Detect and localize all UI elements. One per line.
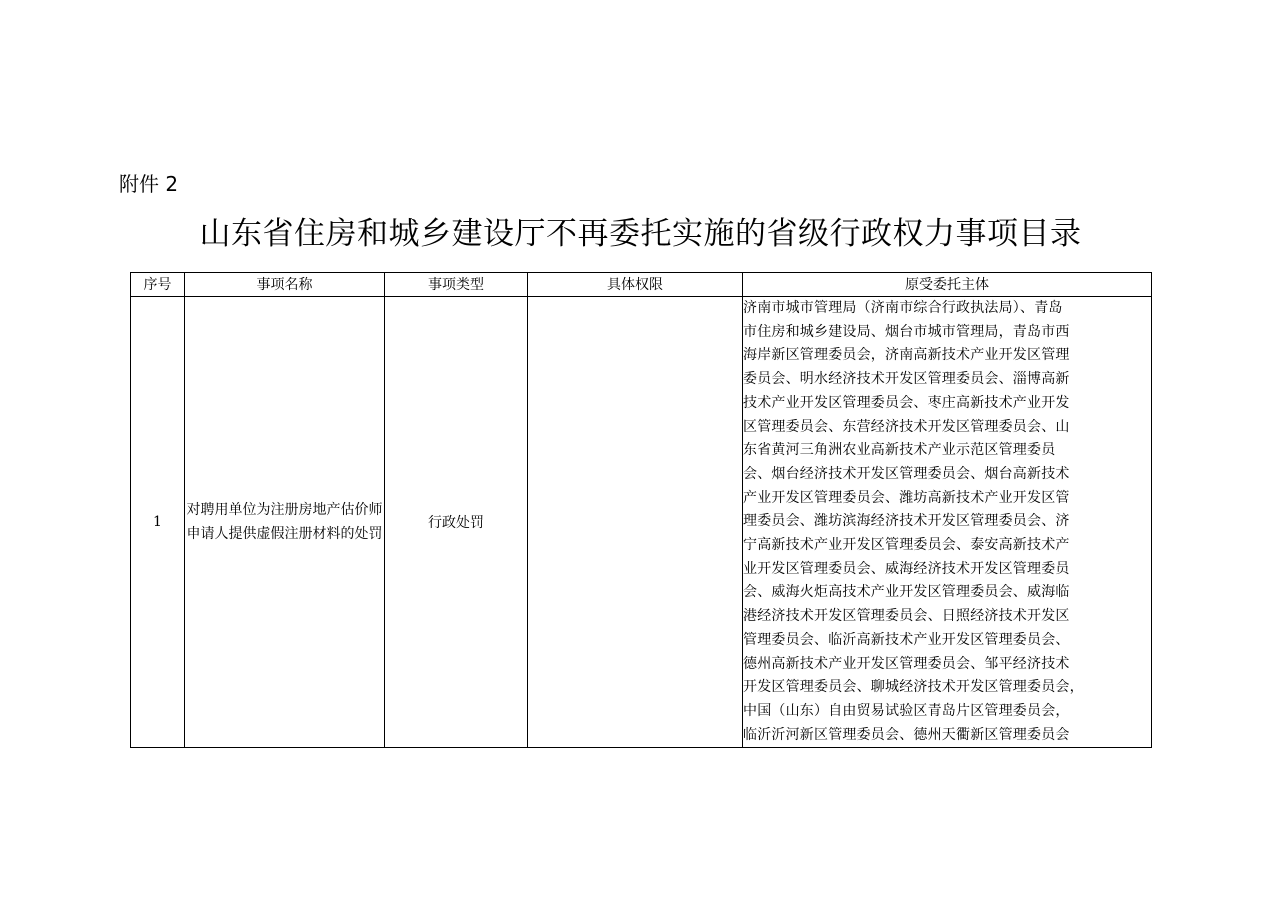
entity-line: 理委员会、潍坊滨海经济技术开发区管理委员会、济 — [743, 513, 1070, 530]
row-entities-cell — [743, 297, 1152, 748]
attachment-label: 附件 2 — [119, 172, 179, 196]
row-name-cell: 对聘用单位为注册房地产估价师申请人提供虚假注册材料的处罚 — [185, 297, 385, 748]
entity-line: 会、烟台经济技术开发区管理委员会、烟台高新技术 — [743, 465, 1070, 482]
table-header-row — [131, 273, 1152, 297]
row-authority-cell — [528, 297, 743, 748]
column-header-entities: 原受委托主体 — [743, 273, 1152, 297]
entity-line: 海岸新区管理委员会，济南高新技术产业开发区管理 — [743, 347, 1070, 364]
entity-line: 港经济技术开发区管理委员会、日照经济技术开发区 — [743, 608, 1070, 625]
column-header-name: 事项名称 — [185, 273, 385, 297]
column-header-authority: 具体权限 — [528, 273, 743, 297]
entity-line: 管理委员会、临沂高新技术产业开发区管理委员会、 — [743, 631, 1070, 648]
entity-line: 德州高新技术产业开发区管理委员会、邹平经济技术 — [743, 655, 1070, 672]
column-header-index: 序号 — [131, 273, 185, 297]
entity-line: 产业开发区管理委员会、潍坊高新技术产业开发区管 — [743, 489, 1070, 506]
entity-line: 业开发区管理委员会、威海经济技术开发区管理委员 — [743, 560, 1070, 577]
entity-line: 技术产业开发区管理委员会、枣庄高新技术产业开发 — [743, 394, 1070, 411]
entity-line: 区管理委员会、东营经济技术开发区管理委员会、山 — [743, 418, 1070, 435]
document-title: 山东省住房和城乡建设厅不再委托实施的省级行政权力事项目录 — [199, 216, 1082, 252]
entity-line: 宁高新技术产业开发区管理委员会、泰安高新技术产 — [743, 537, 1070, 554]
entity-line: 委员会、明水经济技术开发区管理委员会、淄博高新 — [743, 371, 1070, 388]
entity-line: 开发区管理委员会、聊城经济技术开发区管理委员会， — [743, 679, 1084, 696]
entity-line: 东省黄河三角洲农业高新技术产业示范区管理委员 — [743, 442, 1056, 459]
column-header-type: 事项类型 — [385, 273, 528, 297]
entity-line: 中国（山东）自由贸易试验区青岛片区管理委员会， — [743, 702, 1070, 719]
entity-line: 临沂沂河新区管理委员会、德州天衢新区管理委员会 — [743, 726, 1070, 743]
items-table — [130, 272, 1152, 748]
entity-line: 会、威海火炬高技术产业开发区管理委员会、威海临 — [743, 584, 1070, 601]
row-type-cell: 行政处罚 — [385, 297, 528, 748]
table-row — [131, 297, 1152, 748]
entity-line: 济南市城市管理局（济南市综合行政执法局）、青岛 — [743, 300, 1063, 316]
row-index-cell: 1 — [131, 297, 185, 748]
entity-line: 市住房和城乡建设局、烟台市城市管理局，青岛市西 — [743, 323, 1070, 340]
